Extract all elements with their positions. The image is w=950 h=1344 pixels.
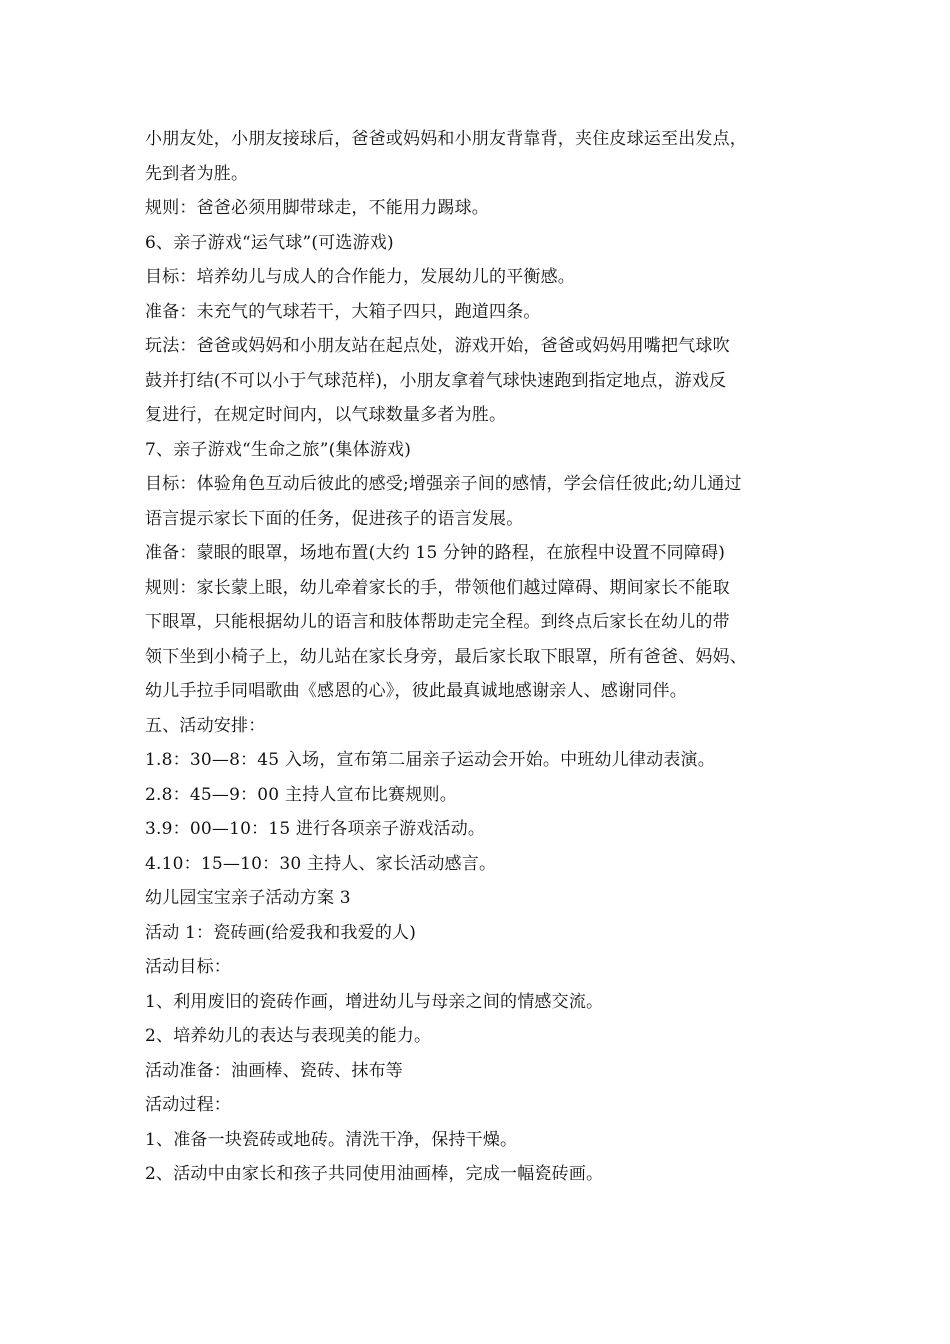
text-line: 目标：培养幼儿与成人的合作能力，发展幼儿的平衡感。 [145,267,575,287]
section-heading: 活动目标： [145,957,231,977]
section-heading: 7、亲子游戏“生命之旅”(集体游戏) [145,439,412,460]
section-heading: 6、亲子游戏“运气球”(可选游戏) [145,232,394,253]
section-heading: 活动 1：瓷砖画(给爱我和我爱的人) [145,922,417,943]
schedule-item: 3.9：00—10：15 进行各项亲子游戏活动。 [145,819,486,839]
text-line: 活动准备：油画棒、瓷砖、抹布等 [145,1060,403,1081]
text-line: 准备：未充气的气球若干，大箱子四只，跑道四条。 [145,301,541,322]
text-line: 规则：爸爸必须用脚带球走，不能用力踢球。 [145,198,489,218]
list-item: 2、培养幼儿的表达与表现美的能力。 [145,1026,432,1046]
document-body [145,122,825,1192]
text-line: 语言提示家长下面的任务，促进孩子的语言发展。 [145,508,524,529]
text-line: 玩法：爸爸或妈妈和小朋友站在起点处，游戏开始，爸爸或妈妈用嘴把气球吹 [145,336,730,356]
text-line: 下眼罩，只能根据幼儿的语言和肢体帮助走完全程。到终点后家长在幼儿的带 [145,612,730,632]
document-subtitle: 幼儿园宝宝亲子活动方案 3 [145,888,351,908]
list-item: 2、活动中由家长和孩子共同使用油画棒，完成一幅瓷砖画。 [145,1164,604,1184]
schedule-item: 1.8：30—8：45 入场，宣布第二届亲子运动会开始。中班幼儿律动表演。 [145,750,715,770]
text-line: 小朋友处，小朋友接球后，爸爸或妈妈和小朋友背靠背，夹住皮球运至出发点， [145,129,747,149]
schedule-item: 2.8：45—9：00 主持人宣布比赛规则。 [145,784,457,805]
text-line: 复进行，在规定时间内，以气球数量多者为胜。 [145,405,507,425]
schedule-item: 4.10：15—10：30 主持人、家长活动感言。 [145,853,497,874]
text-line: 幼儿手拉手同唱歌曲《感恩的心》，彼此最真诚地感谢亲人、感谢同伴。 [145,681,687,701]
text-line: 先到者为胜。 [145,163,249,184]
text-line: 规则：家长蒙上眼，幼儿牵着家长的手，带领他们越过障碍、期间家长不能取 [145,577,730,598]
text-line: 鼓并打结(不可以小于气球范样)，小朋友拿着气球快速跑到指定地点，游戏反 [145,370,727,391]
section-heading: 活动过程： [145,1095,231,1115]
list-item: 1、准备一块瓷砖或地砖。清洗干净，保持干燥。 [145,1129,518,1150]
list-item: 1、利用废旧的瓷砖作画，增进幼儿与母亲之间的情感交流。 [145,991,604,1012]
text-line: 领下坐到小椅子上，幼儿站在家长身旁，最后家长取下眼罩，所有爸爸、妈妈、 [145,646,747,667]
section-heading: 五、活动安排： [145,715,266,736]
text-line: 目标：体验角色互动后彼此的感受;增强亲子间的感情，学会信任彼此;幼儿通过 [145,474,742,494]
text-line: 准备：蒙眼的眼罩，场地布置(大约 15 分钟的路程，在旅程中设置不同障碍) [145,543,726,563]
